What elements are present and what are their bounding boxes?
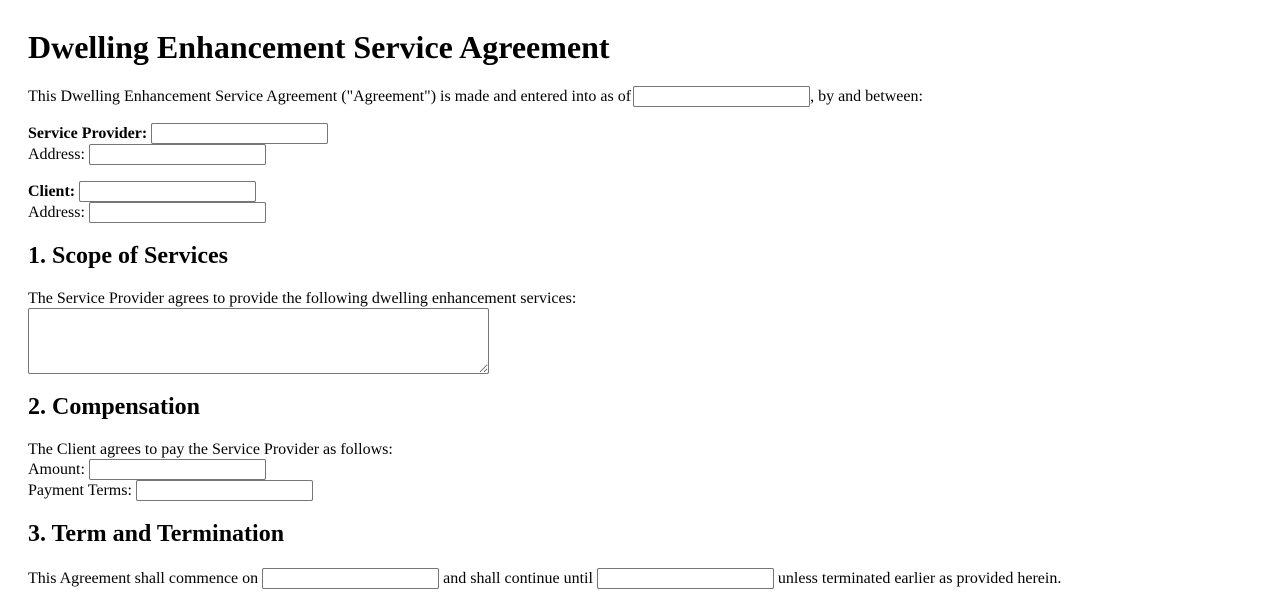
client-address-label: Address: (28, 203, 85, 221)
provider-name-line (28, 123, 330, 144)
term-line (28, 568, 1061, 589)
provider-address-line (28, 144, 268, 165)
provider-name-input[interactable] (151, 123, 328, 144)
client-address-line (28, 202, 268, 223)
term-heading: 3. Term and Termination (28, 521, 285, 547)
intro-text-end: , by and between: (810, 87, 923, 105)
amount-line (28, 459, 268, 480)
provider-label: Service Provider: (28, 124, 148, 142)
scope-text: The Service Provider agrees to provide the following dwelling enhancement services: (28, 290, 577, 307)
client-label: Client: (28, 182, 76, 200)
payment-terms-line (28, 480, 315, 501)
provider-address-label: Address: (28, 145, 85, 163)
compensation-heading: 2. Compensation (28, 394, 201, 420)
amount-input[interactable] (89, 459, 266, 480)
start-date-input[interactable] (262, 568, 439, 589)
compensation-text: The Client agrees to pay the Service Provider as follows: (28, 441, 393, 458)
provider-address-input[interactable] (89, 144, 266, 165)
scope-heading: 1. Scope of Services (28, 243, 228, 269)
client-name-input[interactable] (79, 181, 256, 202)
compensation-line (28, 440, 393, 460)
payment-terms-label: Payment Terms: (28, 481, 132, 499)
payment-terms-input[interactable] (136, 480, 313, 501)
document-title: Dwelling Enhancement Service Agreement (28, 29, 610, 65)
intro-line (28, 86, 923, 107)
services-textarea[interactable] (28, 308, 489, 374)
client-address-input[interactable] (89, 202, 266, 223)
amount-label: Amount: (28, 460, 85, 478)
end-date-input[interactable] (597, 568, 774, 589)
term-text-start: This Agreement shall commence on (28, 569, 259, 587)
intro-text: This Dwelling Enhancement Service Agreement ("Agreement") is made and entered into as of (28, 87, 632, 105)
agreement-date-input[interactable] (633, 86, 810, 107)
term-text-end: unless terminated earlier as provided herein. (777, 569, 1062, 587)
client-name-line (28, 181, 258, 202)
term-text-middle: and shall continue until (443, 569, 593, 587)
scope-line (28, 289, 576, 309)
